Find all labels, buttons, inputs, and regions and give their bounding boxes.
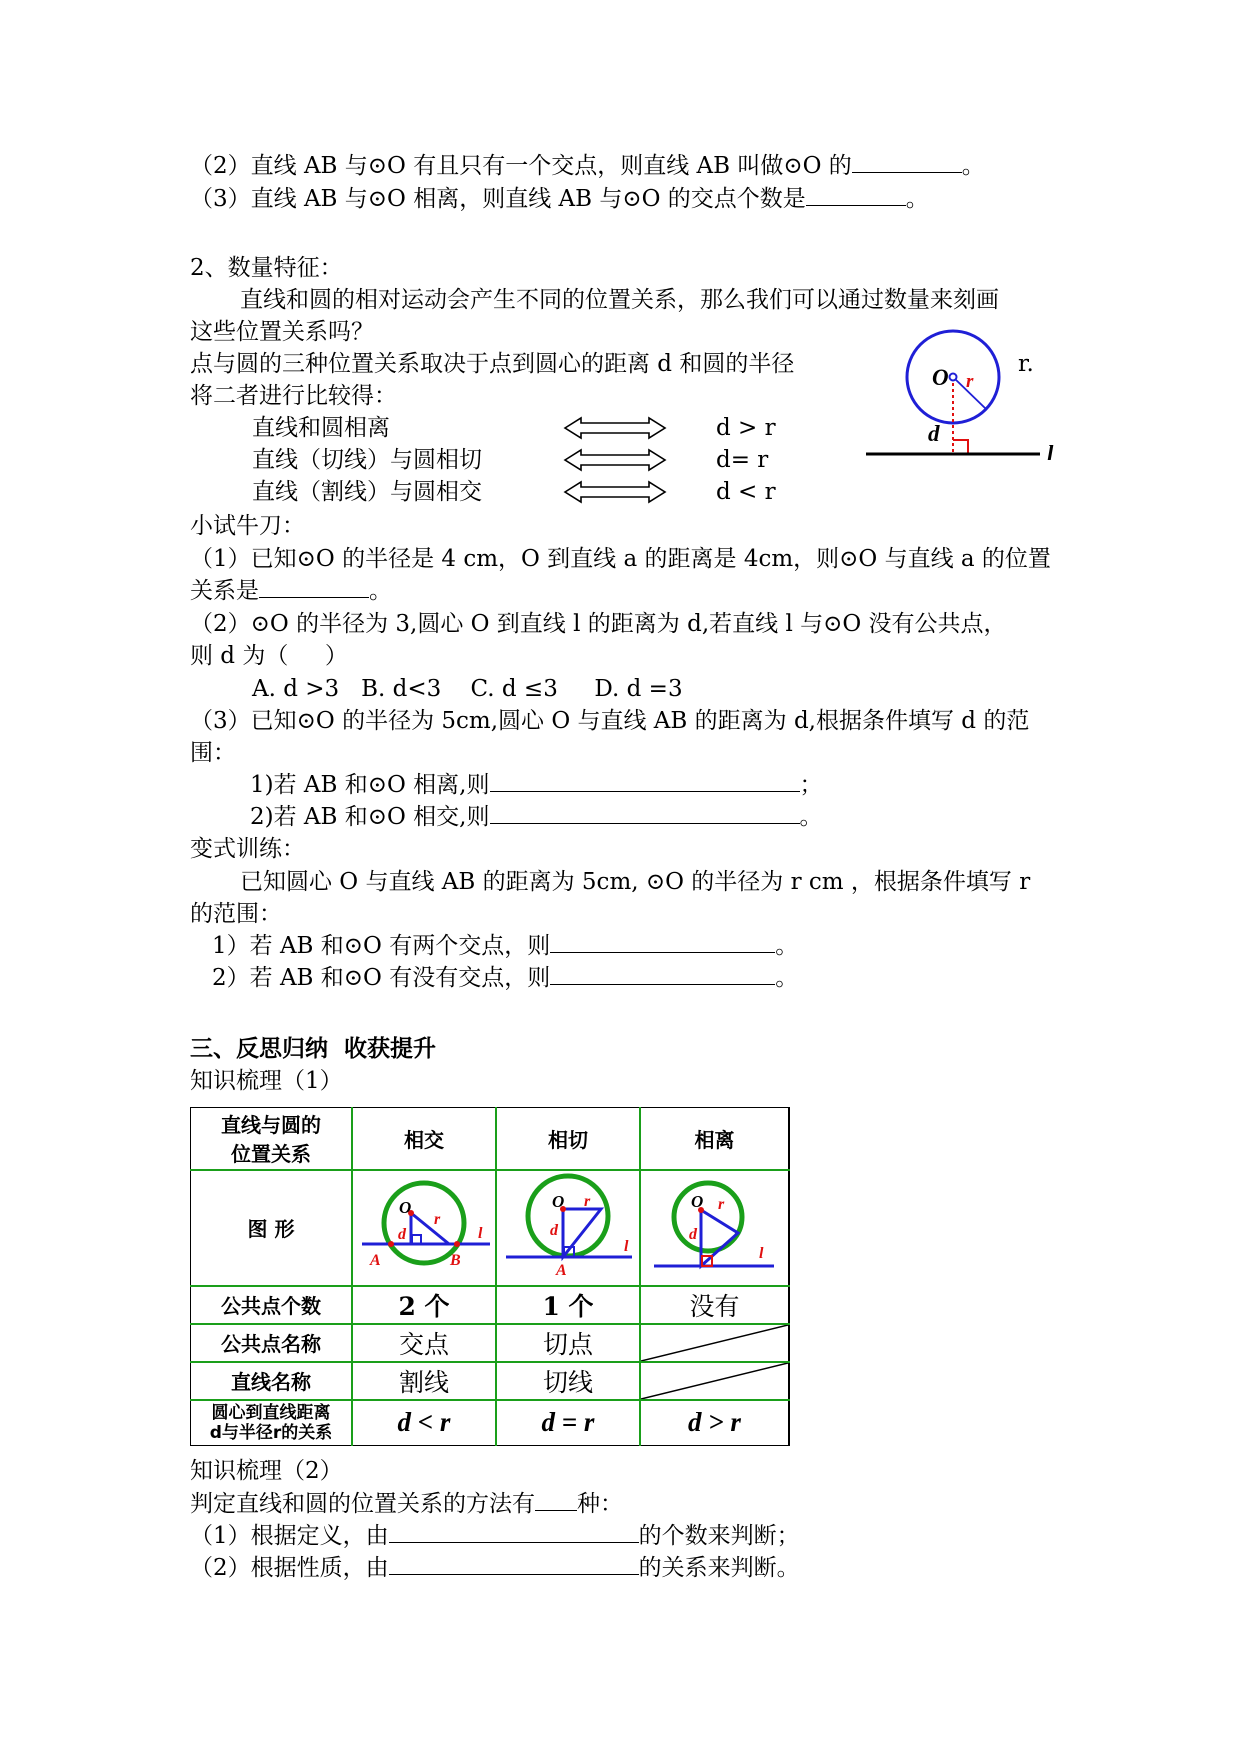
section-2-line-3: 点与圆的三种位置关系取决于点到圆心的距离 d 和圆的半径 (190, 351, 795, 377)
practice-3d-line (250, 801, 823, 833)
variant-title: 变式训练： (190, 836, 305, 862)
relation-label-line-1: 圆心到直线距离 (211, 1402, 331, 1423)
distance-label: d (689, 1225, 697, 1243)
answer-blank[interactable] (550, 962, 775, 985)
section-3-title: 三、反思归纳 收获提升 (190, 1036, 437, 1062)
relation-cond-1: d > r (716, 415, 776, 441)
relation-label-2: 直线（切线）与圆相切 (252, 447, 482, 473)
double-arrow-icon (563, 480, 667, 504)
practice-2-choices: A. d >3 B. d<3 C. d ≤3 D. d =3 (252, 676, 683, 702)
practice-2b: 则 d 为（ ） (190, 643, 348, 669)
answer-blank[interactable] (389, 1520, 639, 1543)
double-arrow-icon (563, 448, 667, 472)
period: 。 (775, 933, 799, 959)
answer-blank[interactable] (550, 930, 775, 953)
cell-value: d < r (352, 1400, 496, 1446)
double-arrow-icon (563, 416, 667, 440)
distance-label: d (928, 421, 940, 446)
line-label: l (759, 1244, 764, 1262)
section-2-intro-1: 直线和圆的相对运动会产生不同的位置关系，那么我们可以通过数量来刻画 (240, 287, 999, 313)
line-name-label: 直线名称 (191, 1362, 353, 1400)
variant-4: 2）若 AB 和⊙O 有没有交点，则 (212, 965, 551, 991)
figure-row-label: 图 形 (191, 1170, 353, 1286)
center-label: O (691, 1191, 704, 1211)
cell-value: 1 个 (496, 1286, 640, 1324)
answer-blank[interactable] (535, 1488, 577, 1511)
method-1-text: （1）根据定义，由 (190, 1523, 389, 1549)
cell-value: 2 个 (352, 1286, 496, 1324)
diagonal-slash (641, 1363, 788, 1399)
radius-label: r (966, 371, 974, 392)
question-3-text: （3）直线 AB 与⊙O 相离，则直线 AB 与⊙O 的交点个数是 (190, 186, 806, 212)
center-label: O (399, 1197, 412, 1217)
knowledge-1-title: 知识梳理（1） (190, 1068, 343, 1094)
method-2-line (190, 1552, 800, 1584)
figure-separate-cell (640, 1170, 789, 1286)
cell-value: 切线 (496, 1362, 640, 1400)
summary-table (190, 1107, 790, 1446)
variant-3-line (212, 930, 798, 962)
separate-figure (642, 1171, 787, 1281)
answer-blank[interactable] (259, 575, 369, 598)
slash-cell (640, 1324, 789, 1362)
variant-2: 的范围： (190, 901, 282, 927)
radius-label: r (434, 1210, 441, 1228)
method-2-text: （2）根据性质，由 (190, 1555, 389, 1581)
period: 。 (961, 153, 985, 179)
section-2-title: 2、数量特征： (190, 255, 343, 281)
practice-title: 小试牛刀： (190, 513, 305, 539)
method-count-line (190, 1488, 623, 1520)
point-b-label: B (450, 1251, 461, 1269)
center-label: O (552, 1191, 565, 1211)
relation-label-line-2: d与半径r的关系 (209, 1422, 333, 1443)
header-tangent: 相切 (496, 1108, 640, 1170)
variant-3: 1）若 AB 和⊙O 有两个交点，则 (212, 933, 551, 959)
section-2-intro-2: 这些位置关系吗？ (190, 319, 374, 345)
period: 。 (369, 578, 392, 604)
cell-value: 没有 (640, 1286, 789, 1324)
distance-label: d (398, 1225, 406, 1243)
table-row (191, 1324, 790, 1362)
intersect-figure (354, 1171, 494, 1281)
header-line-1: 直线与圆的 (221, 1113, 321, 1138)
answer-blank[interactable] (490, 769, 800, 792)
section-2-line-3-end: r. (1018, 351, 1034, 377)
method-1-line (190, 1520, 800, 1552)
practice-1b: 关系是 (190, 578, 259, 604)
table-row (191, 1286, 790, 1324)
practice-1a: （1）已知⊙O 的半径是 4 cm，O 到直线 a 的距离是 4cm，则⊙O 与直线 a 的位置 (190, 546, 1051, 572)
answer-blank[interactable] (389, 1552, 639, 1575)
relation-cond-3: d < r (716, 479, 776, 505)
table-row (191, 1400, 790, 1446)
practice-3a: （3）已知⊙O 的半径为 5cm,圆心 O 与直线 AB 的距离为 d,根据条件填写 d 的范 (190, 708, 1030, 734)
circle-line-separate-figure (862, 325, 1062, 460)
header-separate: 相离 (640, 1108, 789, 1170)
method-count-text: 判定直线和圆的位置关系的方法有 (190, 1491, 535, 1517)
semicolon: ； (799, 772, 823, 798)
practice-1b-line (190, 575, 392, 607)
practice-2a: （2）⊙O 的半径为 3,圆心 O 到直线 l 的距离为 d,若直线 l 与⊙O 没有公共点， (190, 611, 1007, 637)
figure-intersect-cell (352, 1170, 496, 1286)
question-3-line (190, 183, 929, 215)
center-label: O (932, 365, 949, 390)
period: 。 (775, 965, 799, 991)
method-1-end: 的个数来判断； (638, 1523, 800, 1549)
common-points-count-label: 公共点个数 (191, 1286, 353, 1324)
question-2-text: （2）直线 AB 与⊙O 有且只有一个交点，则直线 AB 叫做⊙O 的 (190, 153, 852, 179)
section-2-line-4: 将二者进行比较得： (190, 383, 397, 409)
relation-cond-2: d= r (716, 447, 769, 473)
cell-value: 割线 (352, 1362, 496, 1400)
cell-value: 切点 (496, 1324, 640, 1362)
tangent-figure (498, 1171, 638, 1281)
line-label: l (1047, 441, 1054, 460)
cell-value: d > r (640, 1400, 789, 1446)
relation-label (191, 1400, 353, 1446)
diagonal-slash (641, 1325, 788, 1361)
method-count-end: 种： (577, 1491, 623, 1517)
header-cell (191, 1108, 353, 1170)
radius-label: r (584, 1192, 591, 1210)
tangent-point-label: A (556, 1261, 567, 1279)
line-label: l (624, 1237, 629, 1255)
variant-1: 已知圆心 O 与直线 AB 的距离为 5cm, ⊙O 的半径为 r cm ，根据条件填写 r (240, 869, 1031, 895)
variant-4-line (212, 962, 798, 994)
practice-3c-line (250, 769, 823, 801)
practice-3b: 围： (190, 740, 236, 766)
point-a-label: A (370, 1251, 381, 1269)
method-2-end: 的关系来判断。 (638, 1555, 800, 1581)
table-row (191, 1362, 790, 1400)
cell-value: d = r (496, 1400, 640, 1446)
period: 。 (799, 804, 823, 830)
answer-blank[interactable] (852, 150, 962, 173)
knowledge-2-title: 知识梳理（2） (190, 1458, 343, 1484)
radius-label: r (718, 1195, 725, 1213)
line-label: l (478, 1224, 483, 1242)
header-line-2: 位置关系 (231, 1142, 311, 1167)
relation-label-1: 直线和圆相离 (252, 415, 390, 441)
answer-blank[interactable] (490, 801, 800, 824)
period: 。 (905, 186, 929, 212)
table-row (191, 1170, 790, 1286)
practice-3c: 1)若 AB 和⊙O 相离,则 (250, 772, 490, 798)
slash-cell (640, 1362, 789, 1400)
figure-tangent-cell (496, 1170, 640, 1286)
relation-label-3: 直线（割线）与圆相交 (252, 479, 482, 505)
practice-3d: 2)若 AB 和⊙O 相交,则 (250, 804, 490, 830)
distance-label: d (550, 1221, 558, 1239)
question-2-line (190, 150, 985, 182)
answer-blank[interactable] (806, 183, 906, 206)
cell-value: 交点 (352, 1324, 496, 1362)
header-intersect: 相交 (352, 1108, 496, 1170)
common-points-name-label: 公共点名称 (191, 1324, 353, 1362)
table-row (191, 1108, 790, 1170)
